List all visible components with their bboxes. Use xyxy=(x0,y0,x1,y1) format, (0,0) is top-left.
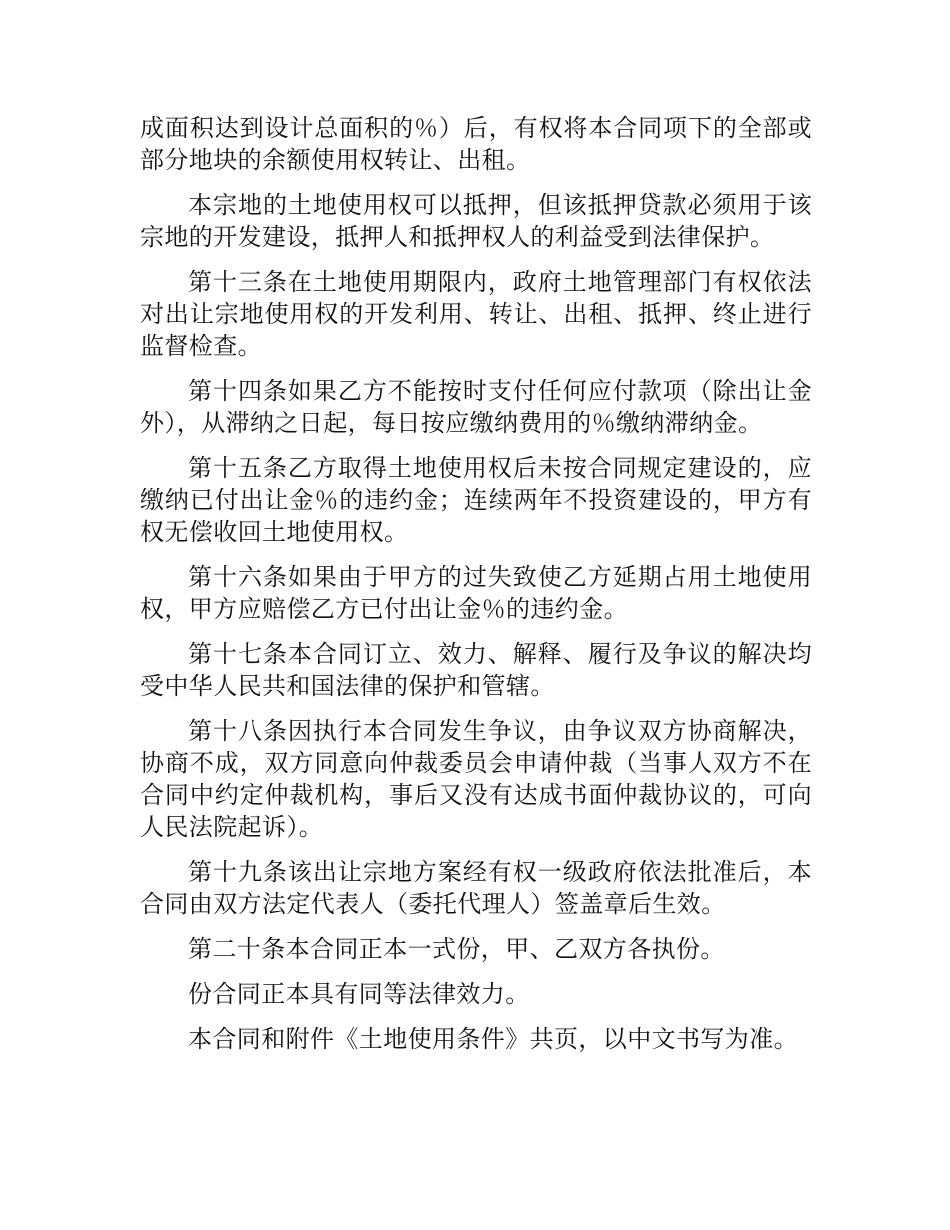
paragraph-article-17: 第十七条本合同订立、效力、解释、履行及争议的解决均受中华人民共和国法律的保护和管辖。 xyxy=(140,640,812,700)
paragraph-article-20: 第二十条本合同正本一式份，甲、乙双方各执份。 xyxy=(188,935,725,963)
paragraph-article-19: 第十九条该出让宗地方案经有权一级政府依法批准后，本合同由双方法定代表人（委托代理人）签盖章后生效。 xyxy=(140,858,812,918)
paragraph-article-13: 第十三条在土地使用期限内，政府土地管理部门有权依法对出让宗地使用权的开发利用、转让、出租、抵押、终止进行监督检查。 xyxy=(140,268,812,360)
paragraph-mortgage: 本宗地的土地使用权可以抵押，但该抵押贷款必须用于该宗地的开发建设，抵押人和抵押权人的利益受到法律保护。 xyxy=(140,191,812,251)
paragraph-article-14: 第十四条如果乙方不能按时支付任何应付款项（除出让金外），从滞纳之日起，每日按应缴纳费用的％缴纳滞纳金。 xyxy=(140,377,812,437)
paragraph-continuation-transfer: 成面积达到设计总面积的％）后，有权将本合同项下的全部或部分地块的余额使用权转让、出租。 xyxy=(140,114,812,174)
document-page xyxy=(140,112,812,1068)
paragraph-attachment-pages: 本合同和附件《土地使用条件》共页，以中文书写为准。 xyxy=(188,1025,798,1053)
paragraph-article-18: 第十八条因执行本合同发生争议，由争议双方协商解决，协商不成，双方同意向仲裁委员会申请仲裁（当事人双方不在合同中约定仲裁机构，事后又没有达成书面仲裁协议的，可向人民法院起诉）。 xyxy=(140,717,812,841)
paragraph-article-16: 第十六条如果由于甲方的过失致使乙方延期占用土地使用权，甲方应赔偿乙方已付出让金％的违约金。 xyxy=(140,563,812,623)
paragraph-equal-effect: 份合同正本具有同等法律效力。 xyxy=(188,980,530,1008)
paragraph-article-15: 第十五条乙方取得土地使用权后未按合同规定建设的，应缴纳已付出让金％的违约金；连续两年不投资建设的，甲方有权无偿收回土地使用权。 xyxy=(140,454,812,546)
